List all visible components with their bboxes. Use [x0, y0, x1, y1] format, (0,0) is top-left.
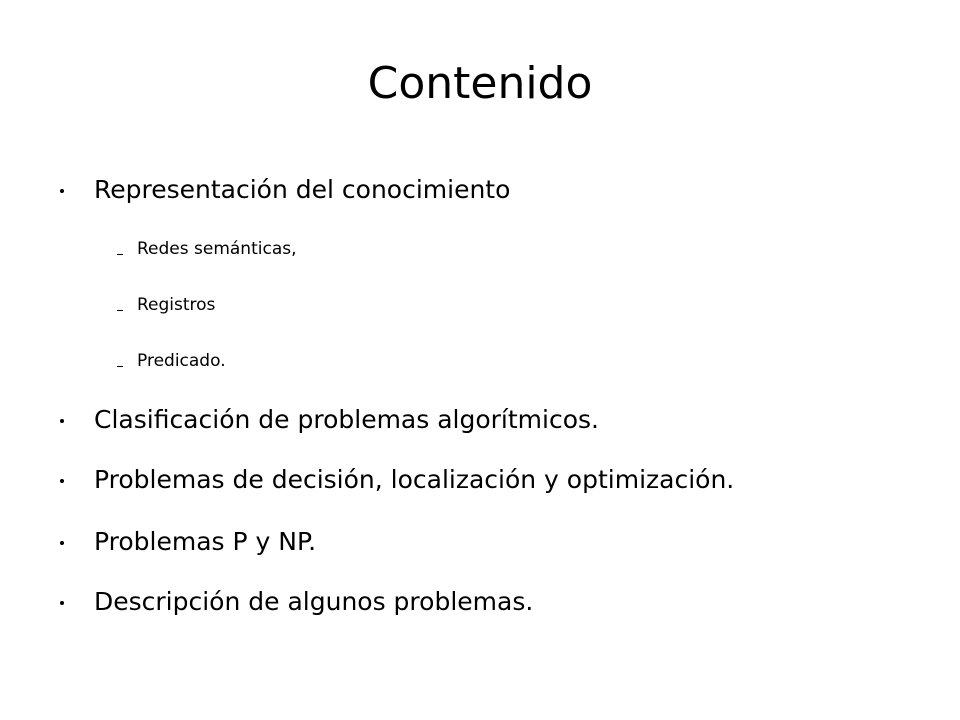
sub-bullet-item: [137, 239, 297, 259]
bullet-text: Representación del conocimiento: [94, 175, 511, 204]
sub-bullet-item: [137, 351, 226, 371]
bullet-dot-icon: [60, 541, 64, 545]
sub-bullet-text: Registros: [137, 295, 216, 315]
bullet-text: Problemas de decisión, localización y optimización.: [94, 465, 735, 494]
bullet-dot-icon: [60, 601, 64, 605]
bullet-dot-icon: [60, 479, 64, 483]
sub-bullet-item: [137, 295, 215, 315]
dash-icon: [117, 310, 123, 311]
bullet-text: Descripción de algunos problemas.: [94, 587, 534, 616]
bullet-item: [94, 175, 510, 205]
dash-icon: [117, 366, 123, 367]
bullet-text: Clasificación de problemas algorítmicos.: [94, 405, 599, 434]
bullet-item: [94, 587, 533, 617]
bullet-dot-icon: [60, 419, 64, 423]
sub-bullet-text: Redes semánticas,: [137, 239, 297, 259]
bullet-item: [94, 527, 316, 557]
bullet-item: [94, 405, 599, 435]
bullet-item: [94, 465, 734, 495]
bullet-dot-icon: [60, 189, 64, 193]
dash-icon: [117, 254, 123, 255]
slide-title: Contenido: [367, 58, 593, 109]
sub-bullet-text: Predicado.: [137, 351, 226, 371]
bullet-text: Problemas P y NP.: [94, 527, 317, 556]
